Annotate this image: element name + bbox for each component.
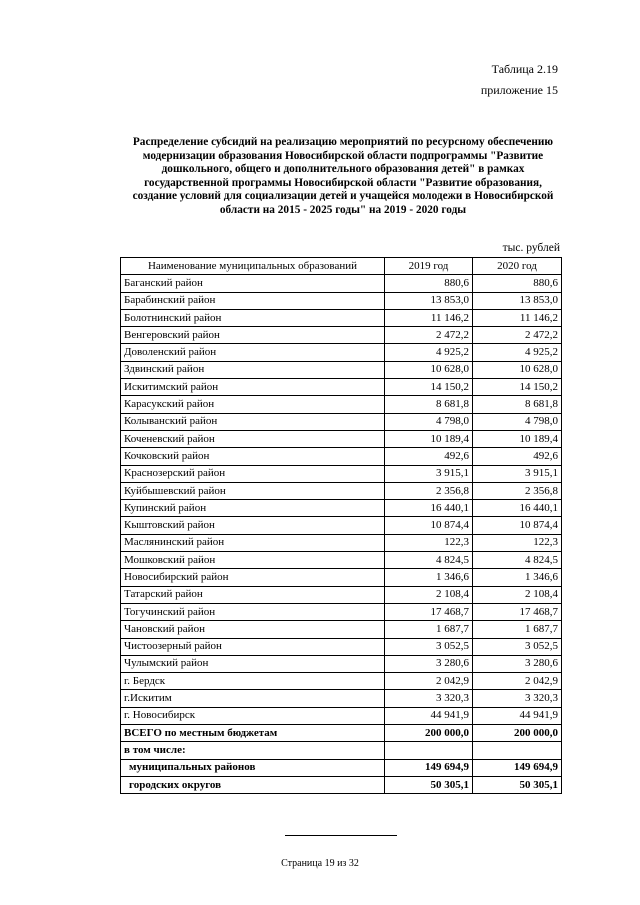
value-2019: 2 108,4 [385, 586, 473, 603]
value-2020: 8 681,8 [473, 396, 562, 413]
value-2019: 16 440,1 [385, 500, 473, 517]
value-2020: 16 440,1 [473, 500, 562, 517]
value-2020: 2 042,9 [473, 673, 562, 690]
table-row [121, 690, 562, 707]
table-row [121, 327, 562, 344]
value-2019: 17 468,7 [385, 603, 473, 620]
table-row [121, 673, 562, 690]
value-2019: 3 320,3 [385, 690, 473, 707]
value-2020: 1 687,7 [473, 621, 562, 638]
value-2020: 44 941,9 [473, 707, 562, 724]
value-2019: 2 472,2 [385, 327, 473, 344]
municipality-name: муниципальных районов [121, 759, 385, 776]
value-2020: 10 628,0 [473, 361, 562, 378]
value-2020: 3 320,3 [473, 690, 562, 707]
value-2020: 1 346,6 [473, 569, 562, 586]
value-2019: 492,6 [385, 448, 473, 465]
value-2019: 10 628,0 [385, 361, 473, 378]
municipality-name: Болотнинский район [121, 309, 385, 326]
subtotal-row [121, 759, 562, 776]
municipality-name: городских округов [121, 776, 385, 793]
total-row [121, 725, 562, 742]
table-row [121, 552, 562, 569]
municipality-name: Куйбышевский район [121, 482, 385, 499]
municipality-name: Чулымский район [121, 655, 385, 672]
table-row [121, 621, 562, 638]
value-2020: 13 853,0 [473, 292, 562, 309]
municipality-name: Купинский район [121, 500, 385, 517]
table-row [121, 603, 562, 620]
value-2020-empty [473, 742, 562, 759]
table-row [121, 707, 562, 724]
municipality-name: Баганский район [121, 275, 385, 292]
value-2019: 13 853,0 [385, 292, 473, 309]
value-2020: 122,3 [473, 534, 562, 551]
title-line: области на 2015 - 2025 годы" на 2019 - 2020 годы [219, 203, 467, 216]
table-row [121, 430, 562, 447]
value-2019: 4 824,5 [385, 552, 473, 569]
municipality-name: Тогучинский район [121, 603, 385, 620]
value-2019: 2 042,9 [385, 673, 473, 690]
title-line: дошкольного, общего и дополнительного образования детей" в рамках [161, 163, 525, 176]
column-header-2020: 2020 год [473, 258, 562, 275]
title-line: Распределение субсидий на реализацию мероприятий по ресурсному обеспечению [132, 136, 554, 148]
value-2020: 3 052,5 [473, 638, 562, 655]
table-row [121, 275, 562, 292]
units-label: тыс. рублей [502, 242, 560, 254]
value-2020: 10 874,4 [473, 517, 562, 534]
value-2020: 4 798,0 [473, 413, 562, 430]
municipality-name: Коченевский район [121, 430, 385, 447]
municipality-name: Мошковский район [121, 552, 385, 569]
value-2019: 8 681,8 [385, 396, 473, 413]
column-header-2019: 2019 год [385, 258, 473, 275]
value-2020: 11 146,2 [473, 309, 562, 326]
value-2020: 10 189,4 [473, 430, 562, 447]
value-2019: 10 189,4 [385, 430, 473, 447]
municipality-name: г. Новосибирск [121, 707, 385, 724]
municipality-name: г.Искитим [121, 690, 385, 707]
value-2020: 2 108,4 [473, 586, 562, 603]
title-line: модернизации образования Новосибирской области подпрограммы "Развитие [142, 149, 544, 162]
value-2019: 3 280,6 [385, 655, 473, 672]
table-row [121, 655, 562, 672]
value-2019: 200 000,0 [385, 725, 473, 742]
column-header-name: Наименование муниципальных образований [121, 258, 385, 275]
municipality-name: Карасукский район [121, 396, 385, 413]
municipality-name: Здвинский район [121, 361, 385, 378]
value-2020: 14 150,2 [473, 379, 562, 396]
municipality-name: Искитимский район [121, 379, 385, 396]
table-row [121, 361, 562, 378]
table-row [121, 396, 562, 413]
value-2019: 880,6 [385, 275, 473, 292]
table-row [121, 586, 562, 603]
value-2019: 4 925,2 [385, 344, 473, 361]
municipality-name: Кочковский район [121, 448, 385, 465]
municipality-name: Краснозерский район [121, 465, 385, 482]
value-2020: 3 915,1 [473, 465, 562, 482]
value-2020: 17 468,7 [473, 603, 562, 620]
title-line: создание условий для социализации детей и учащейся молодежи в Новосибирской [132, 190, 554, 203]
table-header-row [121, 258, 562, 275]
value-2019: 1 346,6 [385, 569, 473, 586]
footer-divider [285, 835, 397, 836]
value-2020: 4 824,5 [473, 552, 562, 569]
table-row [121, 534, 562, 551]
value-2020: 50 305,1 [473, 776, 562, 793]
table-body [121, 275, 562, 794]
table-row [121, 638, 562, 655]
municipality-name: Барабинский район [121, 292, 385, 309]
value-2020: 200 000,0 [473, 725, 562, 742]
table-row [121, 309, 562, 326]
municipality-name: Татарский район [121, 586, 385, 603]
value-2019: 1 687,7 [385, 621, 473, 638]
value-2019: 10 874,4 [385, 517, 473, 534]
value-2019: 2 356,8 [385, 482, 473, 499]
page-number: Страница 19 из 32 [281, 858, 359, 869]
municipality-name: Кыштовский район [121, 517, 385, 534]
value-2020: 149 694,9 [473, 759, 562, 776]
subtotal-row [121, 776, 562, 793]
municipality-name: Чановский район [121, 621, 385, 638]
value-2020: 3 280,6 [473, 655, 562, 672]
table-row [121, 413, 562, 430]
value-2019: 149 694,9 [385, 759, 473, 776]
value-2019: 14 150,2 [385, 379, 473, 396]
value-2019-empty [385, 742, 473, 759]
value-2019: 44 941,9 [385, 707, 473, 724]
value-2019: 122,3 [385, 534, 473, 551]
row-label: в том числе: [121, 742, 385, 759]
table-row [121, 517, 562, 534]
value-2020: 4 925,2 [473, 344, 562, 361]
value-2020: 2 472,2 [473, 327, 562, 344]
municipality-name: Новосибирский район [121, 569, 385, 586]
value-2020: 2 356,8 [473, 482, 562, 499]
value-2019: 3 915,1 [385, 465, 473, 482]
value-2020: 492,6 [473, 448, 562, 465]
municipality-name: г. Бердск [121, 673, 385, 690]
municipality-name: Венгеровский район [121, 327, 385, 344]
value-2019: 50 305,1 [385, 776, 473, 793]
table-row [121, 448, 562, 465]
table-number-label: Таблица 2.19 [491, 62, 558, 76]
municipality-name: Колыванский район [121, 413, 385, 430]
title-line: государственной программы Новосибирской области "Развитие образования, [144, 176, 542, 189]
table-row [121, 569, 562, 586]
municipality-name: Маслянинский район [121, 534, 385, 551]
including-row [121, 742, 562, 759]
municipality-name: Чистоозерный район [121, 638, 385, 655]
document-title [118, 136, 568, 218]
table-row [121, 379, 562, 396]
value-2020: 880,6 [473, 275, 562, 292]
value-2019: 4 798,0 [385, 413, 473, 430]
table-row [121, 482, 562, 499]
subsidy-table [120, 257, 562, 794]
value-2019: 3 052,5 [385, 638, 473, 655]
table-row [121, 344, 562, 361]
value-2019: 11 146,2 [385, 309, 473, 326]
table-row [121, 500, 562, 517]
municipality-name: ВСЕГО по местным бюджетам [121, 725, 385, 742]
appendix-label: приложение 15 [480, 83, 558, 97]
table-row [121, 292, 562, 309]
municipality-name: Доволенский район [121, 344, 385, 361]
table-row [121, 465, 562, 482]
